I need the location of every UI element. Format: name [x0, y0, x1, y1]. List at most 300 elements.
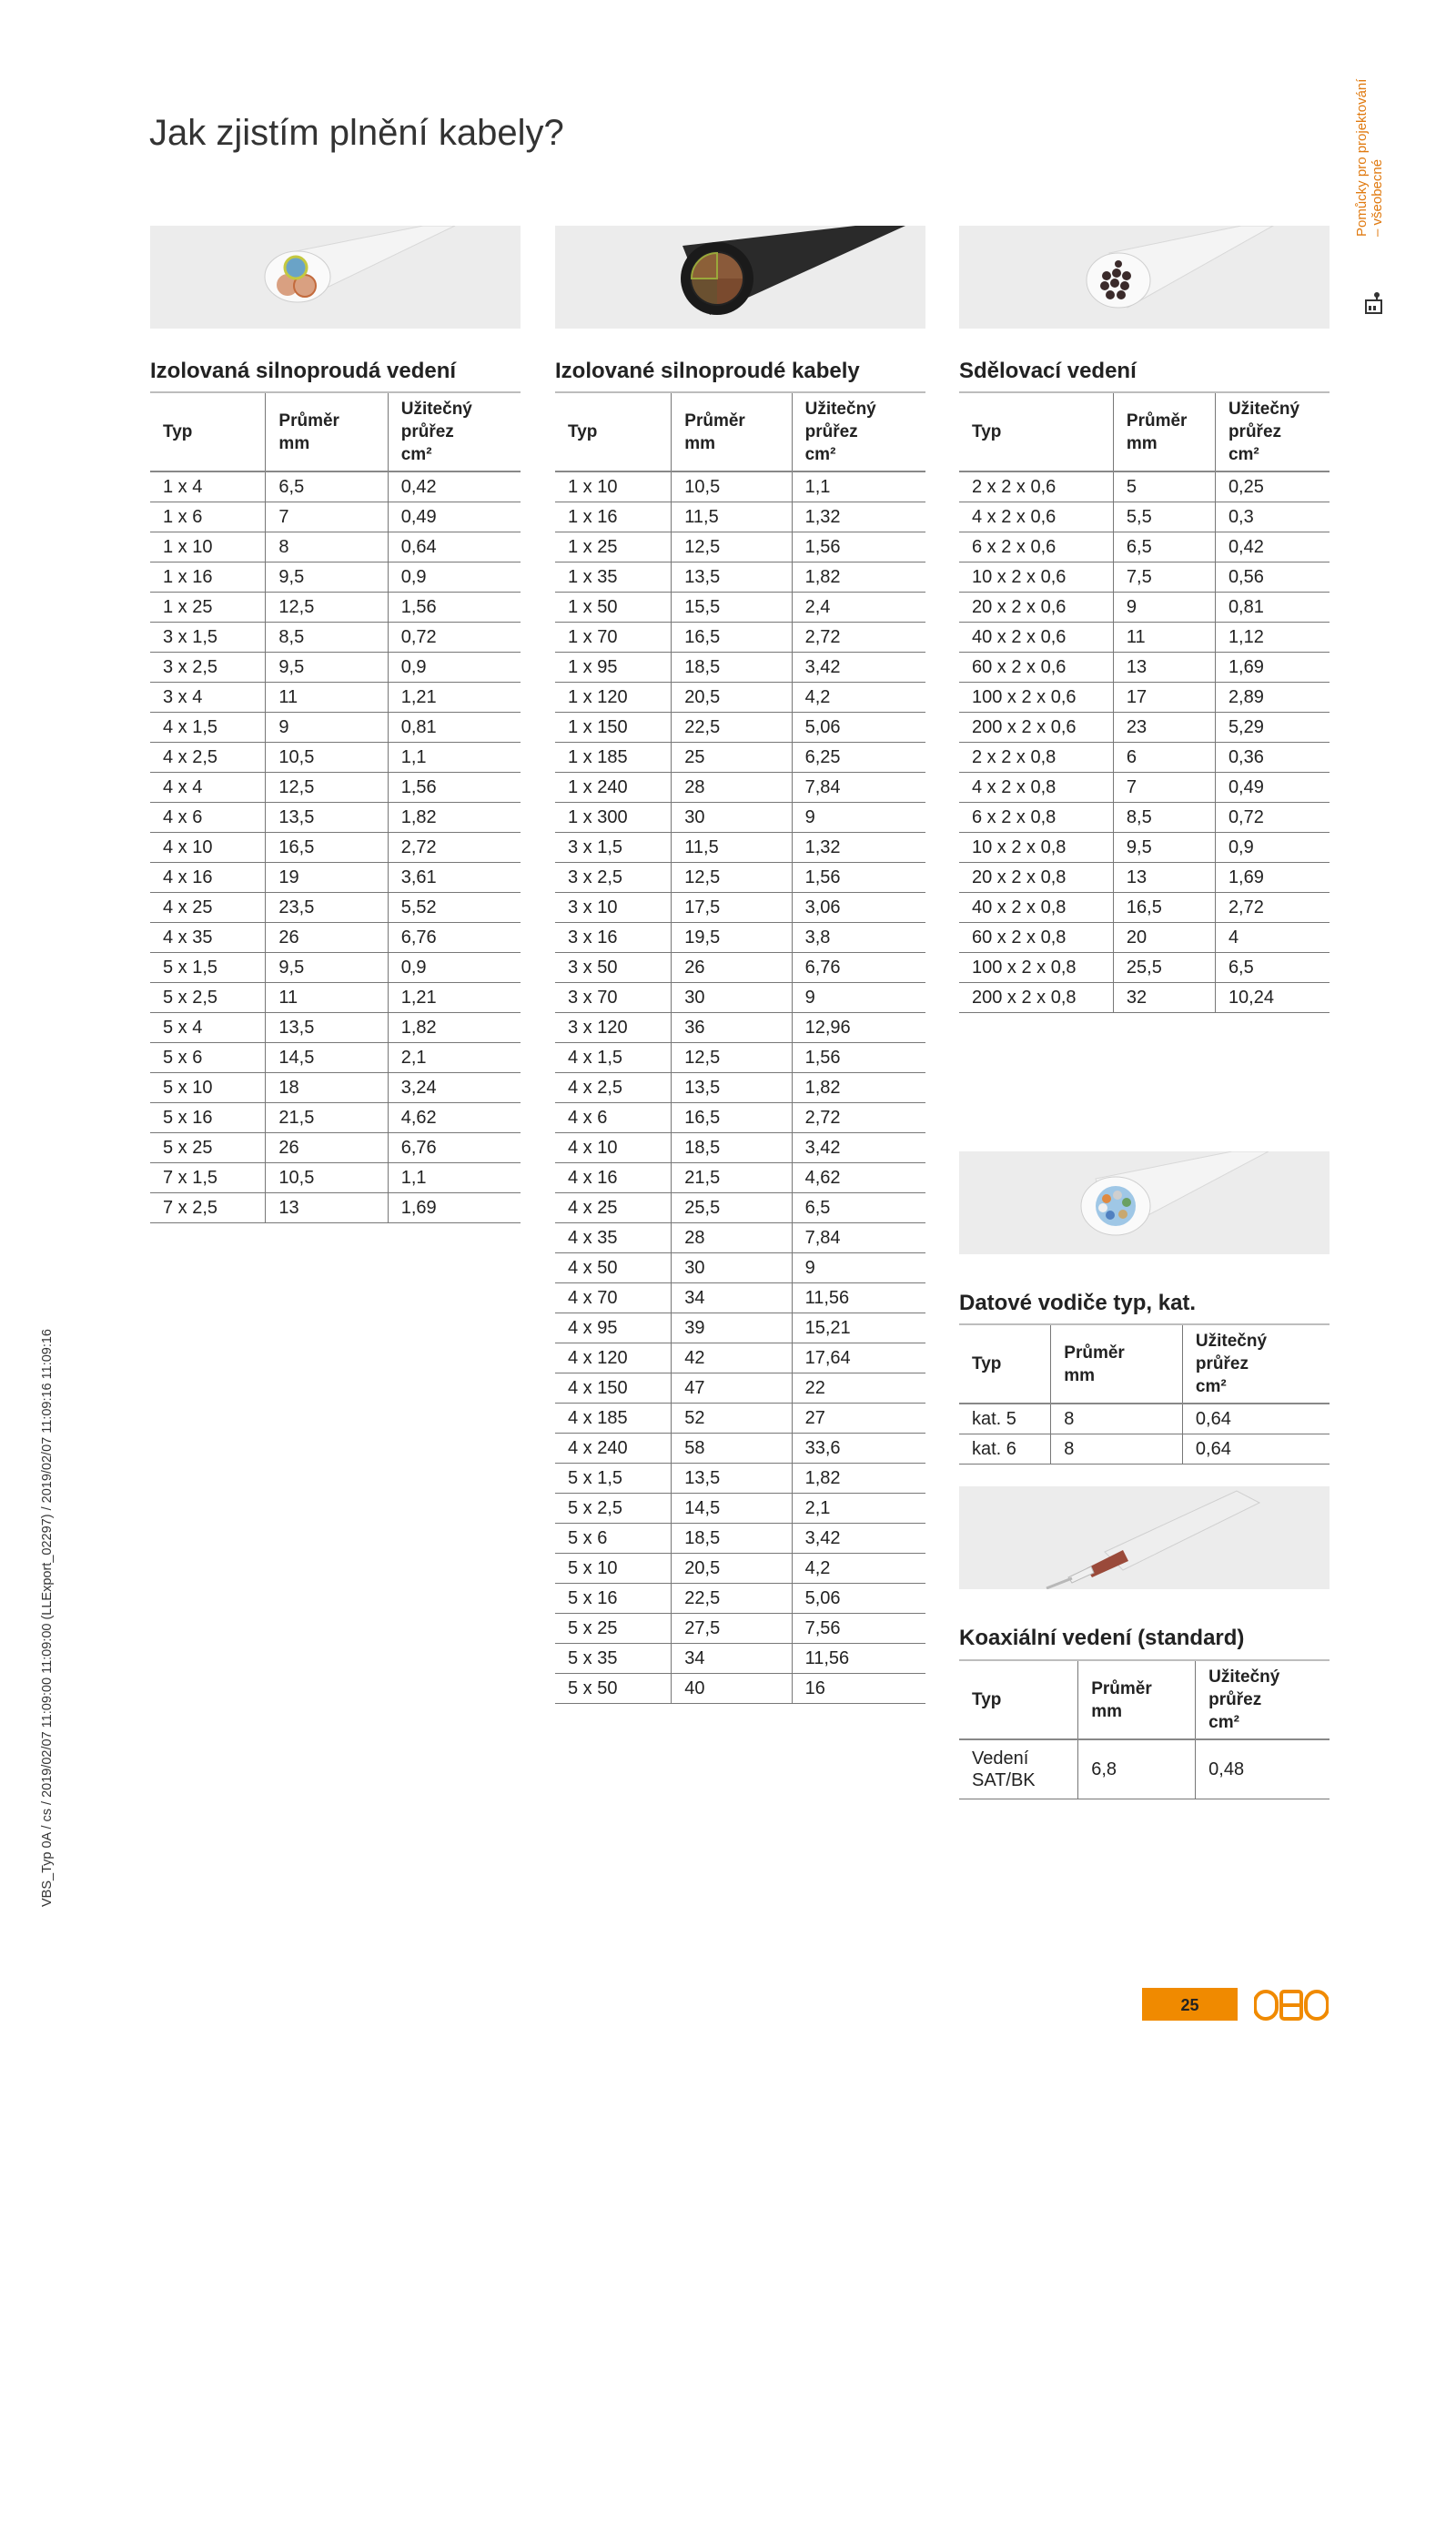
- cell-cross-section: 1,1: [388, 743, 521, 773]
- table-row: [150, 1193, 521, 1223]
- cell-diameter: 58: [672, 1434, 792, 1464]
- obo-logo: [1254, 1990, 1329, 2021]
- cell-diameter: 15,5: [672, 593, 792, 623]
- cell-cross-section: 0,48: [1196, 1739, 1330, 1799]
- cell-cross-section: 22: [792, 1373, 925, 1404]
- table-row: [150, 653, 521, 683]
- cell-diameter: 13,5: [266, 803, 388, 833]
- cell-type: 1 x 25: [150, 593, 266, 623]
- cell-cross-section: 1,21: [388, 983, 521, 1013]
- cell-cross-section: 0,64: [1182, 1404, 1330, 1434]
- cell-diameter: 8: [1051, 1434, 1183, 1465]
- header-diameter: Průměr mm: [1078, 1660, 1196, 1739]
- print-imprint: VBS_Typ 0A / cs / 2019/02/07 11:09:00 11:09:00 (LLExport_02297) / 2019/02/07 11:09:16 11:09:16: [40, 1329, 55, 1907]
- cell-cross-section: 9: [792, 803, 925, 833]
- table-row: [959, 833, 1330, 863]
- cell-type: Vedení SAT/BK: [959, 1739, 1078, 1799]
- cell-cross-section: 4,62: [388, 1103, 521, 1133]
- cell-cross-section: 0,36: [1215, 743, 1330, 773]
- cell-cross-section: 1,1: [792, 471, 925, 502]
- table-row: [150, 983, 521, 1013]
- table-row: [959, 1434, 1330, 1465]
- cell-type: 5 x 6: [150, 1043, 266, 1073]
- cell-diameter: 12,5: [266, 773, 388, 803]
- cell-type: 4 x 50: [555, 1253, 672, 1283]
- cell-type: 5 x 25: [150, 1133, 266, 1163]
- cell-type: 1 x 50: [555, 593, 672, 623]
- cell-diameter: 8: [266, 532, 388, 563]
- cell-diameter: 13,5: [672, 1073, 792, 1103]
- cell-type: 10 x 2 x 0,8: [959, 833, 1113, 863]
- table-row: [555, 1043, 925, 1073]
- cell-cross-section: 0,42: [1215, 532, 1330, 563]
- table-row: [555, 1343, 925, 1373]
- cell-diameter: 30: [672, 803, 792, 833]
- table-row: [555, 1193, 925, 1223]
- table-row: [959, 713, 1330, 743]
- cell-cross-section: 4,2: [792, 1554, 925, 1584]
- table-header-row: [555, 392, 925, 471]
- table-row: [959, 502, 1330, 532]
- cell-cross-section: 1,21: [388, 683, 521, 713]
- table-row: [555, 743, 925, 773]
- table-row: [959, 623, 1330, 653]
- cell-cross-section: 1,56: [388, 773, 521, 803]
- cell-cross-section: 2,72: [792, 623, 925, 653]
- table-row: [150, 532, 521, 563]
- cell-diameter: 7: [1113, 773, 1215, 803]
- cell-diameter: 20: [1113, 923, 1215, 953]
- table-row: [150, 563, 521, 593]
- cell-cross-section: 11,56: [792, 1644, 925, 1674]
- cell-type: 6 x 2 x 0,6: [959, 532, 1113, 563]
- cell-diameter: 26: [266, 1133, 388, 1163]
- cell-type: 3 x 1,5: [150, 623, 266, 653]
- table-row: [150, 863, 521, 893]
- power-cables-title: Izolované silnoproudé kabely: [555, 359, 860, 383]
- cell-type: 60 x 2 x 0,6: [959, 653, 1113, 683]
- cell-diameter: 5: [1113, 471, 1215, 502]
- cell-type: 1 x 240: [555, 773, 672, 803]
- power-cable-image: [555, 226, 925, 329]
- cell-diameter: 22,5: [672, 713, 792, 743]
- cell-cross-section: 1,69: [1215, 863, 1330, 893]
- cell-type: 1 x 4: [150, 471, 266, 502]
- table-row: [150, 803, 521, 833]
- cell-type: 100 x 2 x 0,6: [959, 683, 1113, 713]
- cell-cross-section: 3,61: [388, 863, 521, 893]
- table-row: [555, 1404, 925, 1434]
- cell-type: 40 x 2 x 0,8: [959, 893, 1113, 923]
- cell-type: 1 x 10: [555, 471, 672, 502]
- cell-cross-section: 7,56: [792, 1614, 925, 1644]
- cell-type: 200 x 2 x 0,8: [959, 983, 1113, 1013]
- coax-title: Koaxiální vedení (standard): [959, 1626, 1245, 1650]
- table-row: [555, 471, 925, 502]
- cell-diameter: 13: [1113, 863, 1215, 893]
- cell-diameter: 9,5: [266, 953, 388, 983]
- cell-diameter: 13,5: [672, 1464, 792, 1494]
- header-diameter: Průměr mm: [672, 392, 792, 471]
- cell-cross-section: 2,4: [792, 593, 925, 623]
- cell-type: 5 x 2,5: [555, 1494, 672, 1524]
- cell-cross-section: 9: [792, 1253, 925, 1283]
- cell-cross-section: 1,82: [792, 1073, 925, 1103]
- header-type: Typ: [959, 392, 1113, 471]
- cell-diameter: 25,5: [1113, 953, 1215, 983]
- cell-type: 5 x 1,5: [555, 1464, 672, 1494]
- cell-diameter: 6,5: [266, 471, 388, 502]
- cell-type: 5 x 2,5: [150, 983, 266, 1013]
- cell-type: 4 x 2,5: [555, 1073, 672, 1103]
- cell-cross-section: 1,56: [792, 1043, 925, 1073]
- table-row: [150, 773, 521, 803]
- cell-type: 4 x 2 x 0,6: [959, 502, 1113, 532]
- header-type: Typ: [959, 1660, 1078, 1739]
- cell-cross-section: 6,5: [1215, 953, 1330, 983]
- cell-cross-section: 0,56: [1215, 563, 1330, 593]
- cell-type: 5 x 10: [555, 1554, 672, 1584]
- cell-type: 20 x 2 x 0,8: [959, 863, 1113, 893]
- cell-type: 3 x 120: [555, 1013, 672, 1043]
- cell-diameter: 28: [672, 773, 792, 803]
- power-lines-table: [150, 391, 521, 1223]
- header-diameter: Průměr mm: [1051, 1324, 1183, 1404]
- cell-diameter: 11,5: [672, 502, 792, 532]
- cell-type: 5 x 16: [555, 1584, 672, 1614]
- cell-cross-section: 0,9: [388, 563, 521, 593]
- table-row: [555, 1163, 925, 1193]
- cell-diameter: 26: [266, 923, 388, 953]
- table-row: [555, 863, 925, 893]
- cell-type: 5 x 10: [150, 1073, 266, 1103]
- cell-type: 4 x 2,5: [150, 743, 266, 773]
- cell-cross-section: 0,64: [388, 532, 521, 563]
- cell-diameter: 18: [266, 1073, 388, 1103]
- table-row: [555, 713, 925, 743]
- telecom-cable-image: [959, 226, 1330, 329]
- cell-diameter: 19: [266, 863, 388, 893]
- cell-diameter: 52: [672, 1404, 792, 1434]
- cell-type: 1 x 120: [555, 683, 672, 713]
- table-row: [959, 1404, 1330, 1434]
- cell-diameter: 11: [1113, 623, 1215, 653]
- cell-type: 4 x 6: [555, 1103, 672, 1133]
- cell-type: 3 x 4: [150, 683, 266, 713]
- cell-diameter: 13: [266, 1193, 388, 1223]
- table-row: [150, 1103, 521, 1133]
- cell-type: 5 x 50: [555, 1674, 672, 1704]
- cell-cross-section: 1,32: [792, 502, 925, 532]
- cell-diameter: 21,5: [266, 1103, 388, 1133]
- cell-diameter: 5,5: [1113, 502, 1215, 532]
- coax-cable-image: [959, 1486, 1330, 1589]
- table-row: [959, 593, 1330, 623]
- cell-type: kat. 6: [959, 1434, 1051, 1465]
- cell-diameter: 16,5: [672, 1103, 792, 1133]
- cell-type: 4 x 16: [555, 1163, 672, 1193]
- cell-type: 1 x 16: [150, 563, 266, 593]
- header-cross-section: Užitečný průřez cm²: [1215, 392, 1330, 471]
- cell-type: 4 x 35: [555, 1223, 672, 1253]
- cell-diameter: 17: [1113, 683, 1215, 713]
- cell-diameter: 12,5: [672, 1043, 792, 1073]
- cell-cross-section: 1,12: [1215, 623, 1330, 653]
- table-row: [150, 1013, 521, 1043]
- cell-cross-section: 3,42: [792, 1133, 925, 1163]
- cell-cross-section: 2,1: [388, 1043, 521, 1073]
- cell-type: 3 x 2,5: [555, 863, 672, 893]
- data-cable-image: [959, 1151, 1330, 1254]
- table-row: [555, 833, 925, 863]
- cell-diameter: 16,5: [672, 623, 792, 653]
- table-row: [150, 923, 521, 953]
- cell-type: 1 x 35: [555, 563, 672, 593]
- table-row: [555, 1013, 925, 1043]
- cell-type: 4 x 2 x 0,8: [959, 773, 1113, 803]
- chapter-icon: [1365, 289, 1383, 315]
- cell-cross-section: 6,25: [792, 743, 925, 773]
- cell-diameter: 16,5: [1113, 893, 1215, 923]
- cell-type: 100 x 2 x 0,8: [959, 953, 1113, 983]
- cell-diameter: 40: [672, 1674, 792, 1704]
- header-cross-section: Užitečný průřez cm²: [792, 392, 925, 471]
- cell-type: 5 x 35: [555, 1644, 672, 1674]
- table-row: [150, 623, 521, 653]
- table-row: [555, 1133, 925, 1163]
- cell-type: 3 x 50: [555, 953, 672, 983]
- cell-cross-section: 0,9: [388, 953, 521, 983]
- cell-diameter: 25,5: [672, 1193, 792, 1223]
- cell-diameter: 39: [672, 1313, 792, 1343]
- cell-cross-section: 5,06: [792, 713, 925, 743]
- cell-cross-section: 5,06: [792, 1584, 925, 1614]
- cell-diameter: 14,5: [266, 1043, 388, 1073]
- cell-diameter: 9,5: [1113, 833, 1215, 863]
- cell-type: 3 x 70: [555, 983, 672, 1013]
- cell-type: 5 x 6: [555, 1524, 672, 1554]
- table-row: [555, 953, 925, 983]
- page-title: Jak zjistím plnění kabely?: [149, 113, 564, 153]
- cell-diameter: 20,5: [672, 1554, 792, 1584]
- header-diameter: Průměr mm: [1113, 392, 1215, 471]
- cell-diameter: 16,5: [266, 833, 388, 863]
- data-cables-title: Datové vodiče typ, kat.: [959, 1291, 1197, 1315]
- chapter-label-line1: Pomůcky pro projektování: [1354, 78, 1370, 237]
- table-row: [959, 683, 1330, 713]
- table-row: [555, 683, 925, 713]
- cell-diameter: 30: [672, 1253, 792, 1283]
- cell-cross-section: 2,72: [388, 833, 521, 863]
- table-row: [555, 1253, 925, 1283]
- table-row: [555, 1674, 925, 1704]
- cell-diameter: 13: [1113, 653, 1215, 683]
- cell-cross-section: 0,72: [388, 623, 521, 653]
- cell-cross-section: 1,82: [792, 1464, 925, 1494]
- table-row: [150, 471, 521, 502]
- table-row: [555, 593, 925, 623]
- cell-type: 5 x 4: [150, 1013, 266, 1043]
- table-row: [959, 532, 1330, 563]
- cell-type: 4 x 70: [555, 1283, 672, 1313]
- cell-cross-section: 4: [1215, 923, 1330, 953]
- table-row: [150, 502, 521, 532]
- cell-diameter: 18,5: [672, 1524, 792, 1554]
- table-header-row: [959, 392, 1330, 471]
- cell-type: 4 x 240: [555, 1434, 672, 1464]
- cell-diameter: 11: [266, 683, 388, 713]
- table-row: [555, 1103, 925, 1133]
- cell-cross-section: 1,32: [792, 833, 925, 863]
- table-row: [555, 803, 925, 833]
- cell-cross-section: 6,76: [388, 1133, 521, 1163]
- chapter-label: [1354, 64, 1390, 237]
- cell-diameter: 10,5: [672, 471, 792, 502]
- header-type: Typ: [150, 392, 266, 471]
- table-row: [150, 743, 521, 773]
- cell-diameter: 32: [1113, 983, 1215, 1013]
- cell-diameter: 13,5: [266, 1013, 388, 1043]
- cell-cross-section: 1,1: [388, 1163, 521, 1193]
- cell-type: 1 x 150: [555, 713, 672, 743]
- cell-type: 4 x 4: [150, 773, 266, 803]
- cell-diameter: 17,5: [672, 893, 792, 923]
- cell-diameter: 25: [672, 743, 792, 773]
- table-header-row: [959, 1324, 1330, 1404]
- cell-type: 2 x 2 x 0,8: [959, 743, 1113, 773]
- cell-cross-section: 3,42: [792, 653, 925, 683]
- table-row: [150, 593, 521, 623]
- cell-type: 4 x 1,5: [555, 1043, 672, 1073]
- cell-type: 4 x 120: [555, 1343, 672, 1373]
- cell-cross-section: 1,82: [388, 1013, 521, 1043]
- cell-cross-section: 0,9: [1215, 833, 1330, 863]
- cell-type: 1 x 16: [555, 502, 672, 532]
- cell-cross-section: 2,72: [792, 1103, 925, 1133]
- cell-diameter: 7,5: [1113, 563, 1215, 593]
- table-row: [150, 833, 521, 863]
- cell-diameter: 9,5: [266, 653, 388, 683]
- table-row: [959, 653, 1330, 683]
- table-row: [959, 1739, 1330, 1799]
- cell-cross-section: 4,2: [792, 683, 925, 713]
- table-row: [555, 1464, 925, 1494]
- cell-type: kat. 5: [959, 1404, 1051, 1434]
- cell-diameter: 20,5: [672, 683, 792, 713]
- cell-cross-section: 1,82: [388, 803, 521, 833]
- table-row: [150, 893, 521, 923]
- data-cables-table: [959, 1323, 1330, 1465]
- cell-cross-section: 3,24: [388, 1073, 521, 1103]
- cell-cross-section: 15,21: [792, 1313, 925, 1343]
- cell-diameter: 12,5: [672, 863, 792, 893]
- table-row: [150, 713, 521, 743]
- table-row: [150, 1163, 521, 1193]
- cell-diameter: 8: [1051, 1404, 1183, 1434]
- cell-diameter: 12,5: [672, 532, 792, 563]
- table-row: [959, 743, 1330, 773]
- cell-cross-section: 0,64: [1182, 1434, 1330, 1465]
- coax-table: [959, 1659, 1330, 1799]
- table-row: [555, 623, 925, 653]
- cell-type: 4 x 1,5: [150, 713, 266, 743]
- cell-diameter: 23: [1113, 713, 1215, 743]
- cell-diameter: 36: [672, 1013, 792, 1043]
- cell-diameter: 26: [672, 953, 792, 983]
- cell-cross-section: 3,42: [792, 1524, 925, 1554]
- cell-type: 7 x 1,5: [150, 1163, 266, 1193]
- table-row: [555, 1313, 925, 1343]
- chapter-label-line2: – všeobecné: [1370, 158, 1385, 237]
- table-row: [959, 953, 1330, 983]
- cell-type: 4 x 25: [150, 893, 266, 923]
- cell-type: 4 x 95: [555, 1313, 672, 1343]
- cell-type: 1 x 6: [150, 502, 266, 532]
- cell-type: 1 x 25: [555, 532, 672, 563]
- table-row: [959, 773, 1330, 803]
- cell-diameter: 21,5: [672, 1163, 792, 1193]
- cell-cross-section: 0,9: [388, 653, 521, 683]
- cell-cross-section: 6,76: [792, 953, 925, 983]
- table-row: [555, 502, 925, 532]
- cell-diameter: 22,5: [672, 1584, 792, 1614]
- cell-type: 40 x 2 x 0,6: [959, 623, 1113, 653]
- cell-type: 1 x 300: [555, 803, 672, 833]
- cell-diameter: 9: [266, 713, 388, 743]
- cell-cross-section: 1,56: [792, 863, 925, 893]
- cell-cross-section: 1,69: [1215, 653, 1330, 683]
- cell-cross-section: 0,49: [1215, 773, 1330, 803]
- table-row: [150, 1073, 521, 1103]
- header-type: Typ: [959, 1324, 1051, 1404]
- cell-diameter: 8,5: [266, 623, 388, 653]
- table-row: [555, 1584, 925, 1614]
- cell-type: 4 x 25: [555, 1193, 672, 1223]
- cell-cross-section: 1,69: [388, 1193, 521, 1223]
- table-row: [555, 1614, 925, 1644]
- cell-diameter: 6: [1113, 743, 1215, 773]
- cell-diameter: 10,5: [266, 1163, 388, 1193]
- table-row: [150, 1133, 521, 1163]
- table-row: [959, 803, 1330, 833]
- cell-type: 4 x 35: [150, 923, 266, 953]
- table-row: [555, 1524, 925, 1554]
- cell-cross-section: 0,72: [1215, 803, 1330, 833]
- cell-type: 6 x 2 x 0,8: [959, 803, 1113, 833]
- cell-type: 5 x 25: [555, 1614, 672, 1644]
- cell-diameter: 7: [266, 502, 388, 532]
- cell-type: 10 x 2 x 0,6: [959, 563, 1113, 593]
- cell-type: 1 x 185: [555, 743, 672, 773]
- table-row: [150, 683, 521, 713]
- cell-cross-section: 0,81: [1215, 593, 1330, 623]
- table-row: [555, 532, 925, 563]
- cell-cross-section: 16: [792, 1674, 925, 1704]
- cell-type: 4 x 185: [555, 1404, 672, 1434]
- cell-diameter: 11,5: [672, 833, 792, 863]
- telecom-title: Sdělovací vedení: [959, 359, 1137, 383]
- cell-cross-section: 11,56: [792, 1283, 925, 1313]
- table-row: [555, 1073, 925, 1103]
- cell-diameter: 6,5: [1113, 532, 1215, 563]
- cell-cross-section: 0,81: [388, 713, 521, 743]
- cell-type: 1 x 70: [555, 623, 672, 653]
- cell-cross-section: 7,84: [792, 1223, 925, 1253]
- cell-diameter: 9,5: [266, 563, 388, 593]
- cell-diameter: 47: [672, 1373, 792, 1404]
- cell-cross-section: 2,72: [1215, 893, 1330, 923]
- cell-diameter: 11: [266, 983, 388, 1013]
